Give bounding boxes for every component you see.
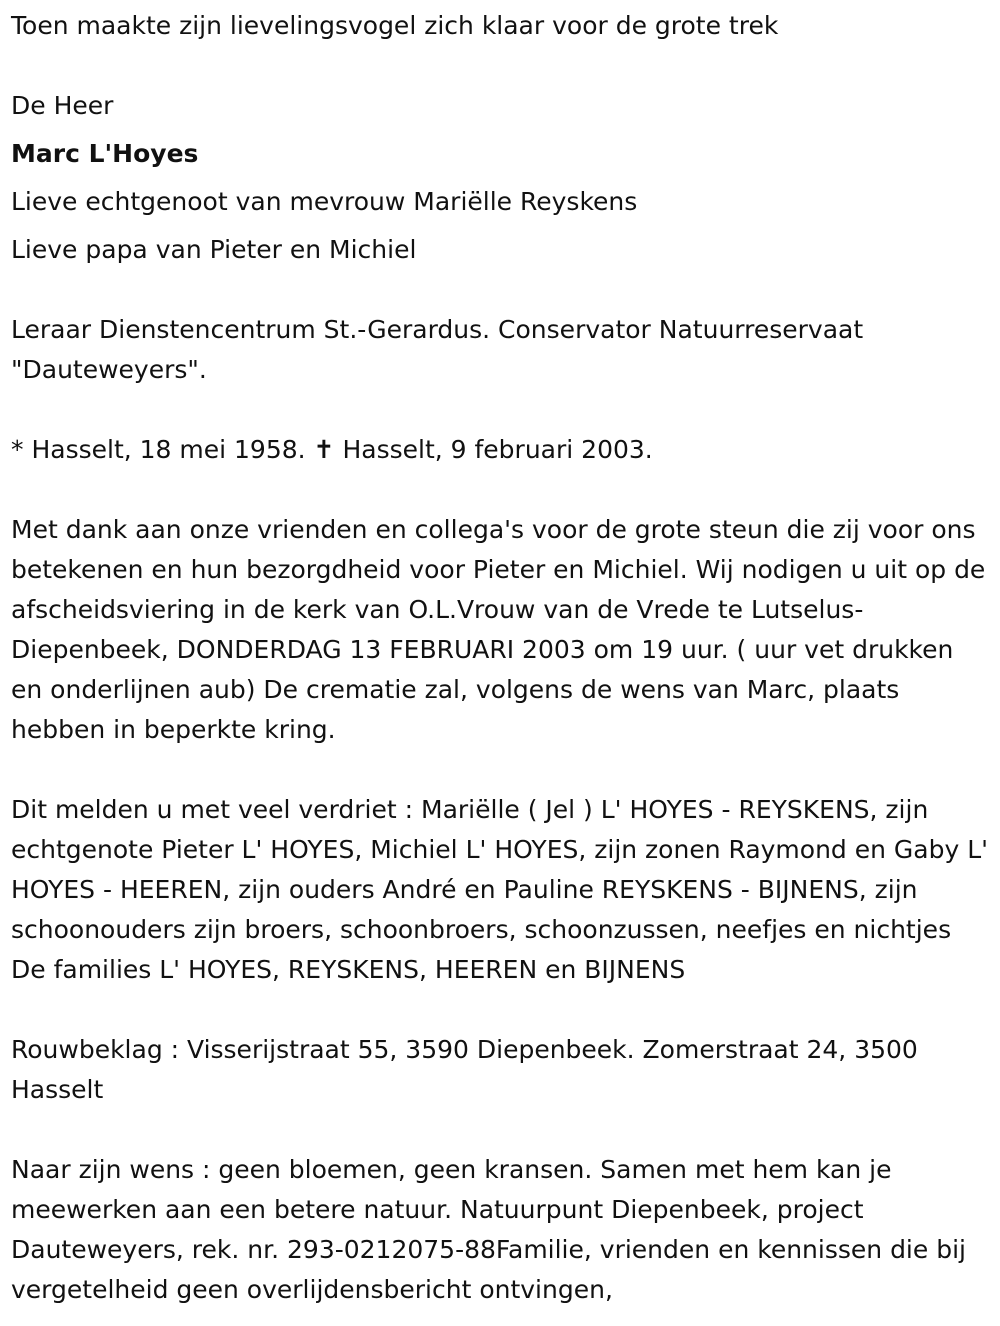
birth-date: * Hasselt, 18 mei 1958. <box>11 435 306 464</box>
cross-icon: ✝ <box>313 435 335 464</box>
death-date: Hasselt, 9 februari 2003. <box>342 435 653 464</box>
spacer <box>11 390 990 430</box>
deceased-name: Marc L'Hoyes <box>11 139 199 168</box>
announcement-paragraph: Dit melden u met veel verdriet : Mariëlle ( Jel ) L' HOYES - REYSKENS, zijn echtgenote Pieter L' HOYES, Michiel L' HOYES, zijn zonen Raymond en Gaby L' HOYES - HEEREN, zijn ouders André en Pauline REYSKENS - BIJNENS, zijn schoonouders zijn broers, schoonbroers, schoonzussen, neefjes en nichtjes De families L' HOYES, REYSKENS, HEEREN en BIJNENS <box>11 795 989 984</box>
spacer <box>11 270 990 310</box>
wishes-paragraph: Naar zijn wens : geen bloemen, geen kransen. Samen met hem kan je meewerken aan een betere natuur. Natuurpunt Diepenbeek, project Dauteweyers, rek. nr. 293-0212075-88Familie, vrienden en kennissen die bij vergetelheid geen overlijdensbericht ontvingen, <box>11 1155 966 1304</box>
spacer <box>11 46 990 86</box>
salutation: De Heer <box>11 91 114 120</box>
profession-paragraph: Leraar Dienstencentrum St.-Gerardus. Conservator Natuurreservaat "Dauteweyers". <box>11 315 864 384</box>
spacer <box>11 126 990 134</box>
intro-line: Toen maakte zijn lievelingsvogel zich klaar voor de grote trek <box>11 11 779 40</box>
spacer <box>11 750 990 790</box>
spacer <box>11 174 990 182</box>
dates-line <box>11 430 990 470</box>
spouse-line: Lieve echtgenoot van mevrouw Mariëlle Reyskens <box>11 187 638 216</box>
condolences-paragraph: Rouwbeklag : Visserijstraat 55, 3590 Diepenbeek. Zomerstraat 24, 3500 Hasselt <box>11 1035 918 1104</box>
spacer <box>11 222 990 230</box>
thanks-paragraph: Met dank aan onze vrienden en collega's voor de grote steun die zij voor ons betekenen en hun bezorgdheid voor Pieter en Michiel. Wij nodigen u uit op de afscheidsviering in de kerk van O.L.Vrouw van de Vrede te Lutselus-Diepenbeek, DONDERDAG 13 FEBRUARI 2003 om 19 uur. ( uur vet drukken en onderlijnen aub) De crematie zal, volgens de wens van Marc, plaats hebben in beperkte kring. <box>11 515 986 744</box>
spacer <box>11 470 990 510</box>
spacer <box>11 1110 990 1150</box>
children-line: Lieve papa van Pieter en Michiel <box>11 235 417 264</box>
spacer <box>11 990 990 1030</box>
